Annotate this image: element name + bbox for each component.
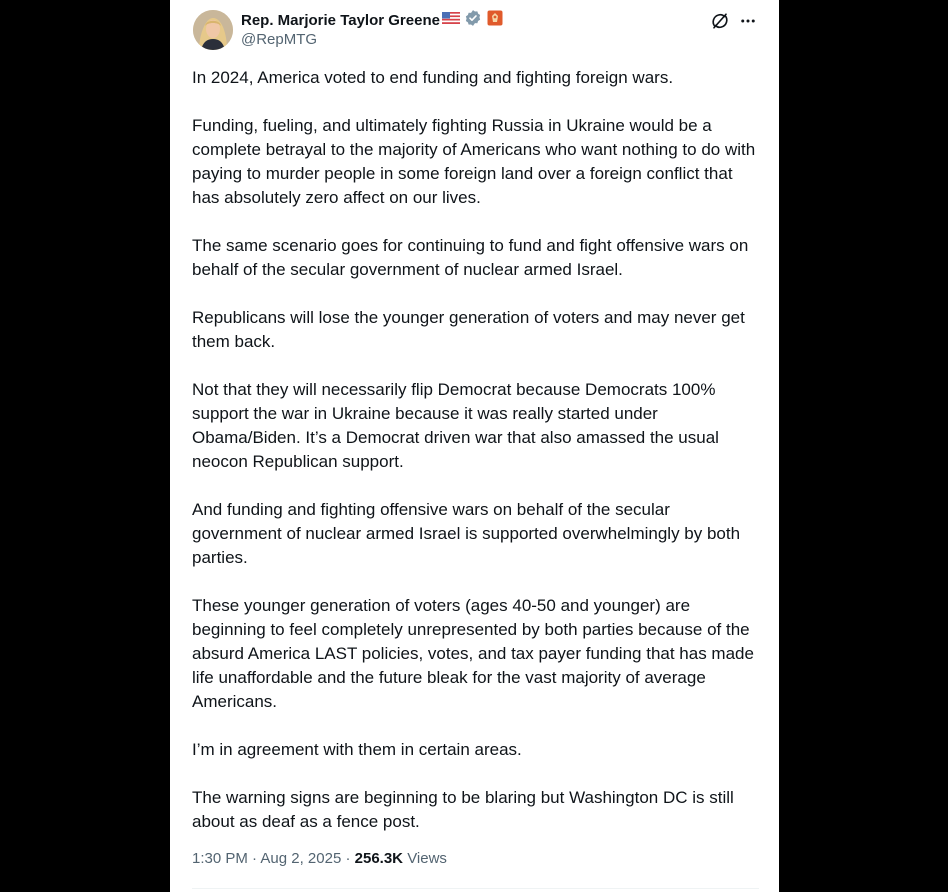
- tweet-paragraph: In 2024, America voted to end funding and fighting foreign wars.: [192, 68, 674, 87]
- tweet-paragraph: The same scenario goes for continuing to fund and fight offensive wars on behalf of the secular government of nuclear armed Israel.: [192, 236, 749, 279]
- meta-separator: ·: [345, 850, 351, 867]
- tweet-meta: [192, 850, 447, 867]
- tweet-paragraph: I’m in agreement with them in certain areas.: [192, 740, 522, 759]
- divider: [192, 888, 759, 889]
- tweet-paragraph: Funding, fueling, and ultimately fighting Russia in Ukraine would be a complete betrayal to the majority of Americans who want nothing to do with paying to murder people in some foreign land over a foreign conflict that has absolutely zero affect on our lives.: [192, 116, 756, 207]
- house-seal-icon[interactable]: [487, 10, 503, 31]
- grok-icon[interactable]: [709, 10, 731, 32]
- tweet-paragraph: These younger generation of voters (ages 40-50 and younger) are beginning to feel completely unrepresented by both parties because of the absurd America LAST policies, votes, and tax payer funding that has made life unaffordable and the future bleak for the vast majority of average Americans.: [192, 596, 754, 711]
- author-handle[interactable]: @RepMTG: [241, 31, 318, 48]
- tweet-paragraph: The warning signs are beginning to be blaring but Washington DC is still about as deaf as a fence post.: [192, 788, 734, 831]
- tweet-paragraph: Not that they will necessarily flip Democrat because Democrats 100% support the war in Ukraine because it was really started under Obama/Biden. It’s a Democrat driven war that also amassed the usual neocon Republican support.: [192, 380, 719, 471]
- views-count[interactable]: 256.3K: [354, 850, 404, 867]
- avatar[interactable]: [193, 10, 233, 50]
- author-display-name[interactable]: Rep. Marjorie Taylor Greene: [241, 11, 440, 29]
- verified-badge-icon[interactable]: [464, 9, 482, 32]
- tweet-paragraph: Republicans will lose the younger generation of voters and may never get them back.: [192, 308, 745, 351]
- tweet-text: [192, 66, 762, 858]
- tweet-card: [170, 0, 779, 892]
- tweet-date[interactable]: Aug 2, 2025: [260, 850, 342, 867]
- tweet-paragraph: And funding and fighting offensive wars on behalf of the secular government of nuclear armed Israel is supported overwhelmingly by both parties.: [192, 500, 741, 567]
- meta-separator: ·: [252, 850, 258, 867]
- tweet-time[interactable]: 1:30 PM: [192, 850, 248, 867]
- views-label: Views: [407, 850, 447, 867]
- author-name-row[interactable]: [241, 10, 503, 30]
- more-icon[interactable]: [737, 10, 759, 32]
- us-flag-icon: [442, 11, 460, 29]
- tweet-actions-top: [703, 10, 759, 32]
